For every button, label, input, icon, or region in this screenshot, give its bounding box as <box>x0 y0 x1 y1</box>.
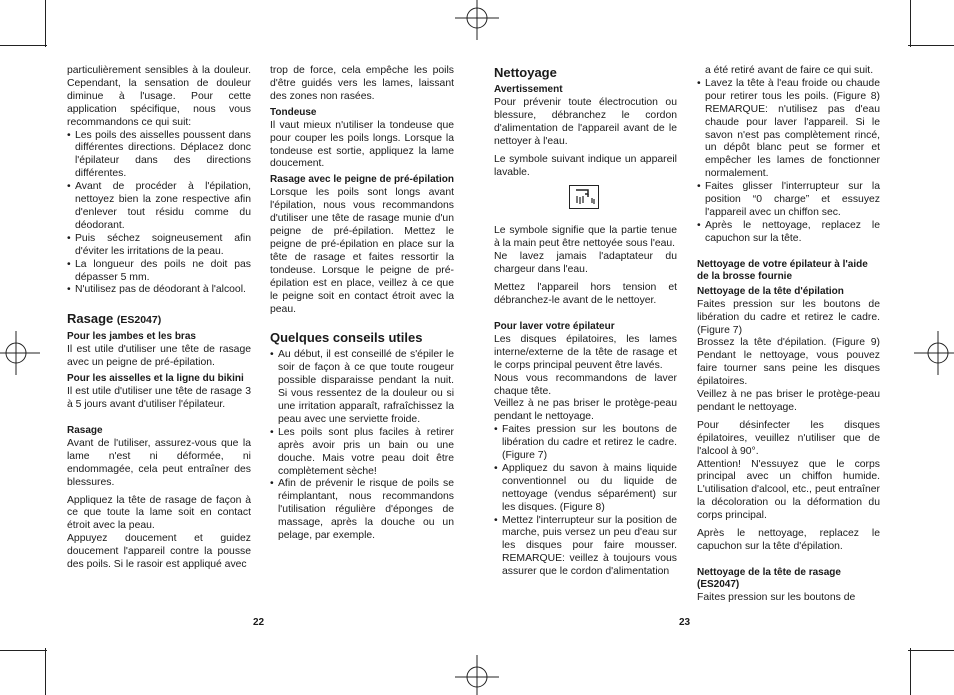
crop-mark-icon <box>910 0 911 47</box>
subheading-laver: Pour laver votre épilateur <box>494 320 615 332</box>
paragraph: Avant de l'utiliser, assurez-vous que la lame n'est ni déformée, ni endommagée, cela peut entraîner des blessures. <box>67 437 251 488</box>
armpit-tips-list <box>67 130 251 298</box>
section-heading-rasage <box>67 311 251 328</box>
paragraph: Il est utile d'utiliser une tête de rasage avec un peigne de pré-épilation. <box>67 344 251 369</box>
wash-steps-list-cont <box>697 78 880 246</box>
paragraph: Après le nettoyage, replacez le capuchon sur la tête d'épilation. <box>697 528 880 552</box>
subheading-legs: Pour les jambes et les bras <box>67 331 196 343</box>
paragraph: Veillez à ne pas briser le protège-peau pendant le nettoyage. <box>494 398 677 423</box>
paragraph: Le symbole signifie que la partie tenue à la main peut être nettoyée sous l'eau. <box>494 225 677 250</box>
crop-mark-icon <box>908 45 954 46</box>
list-item: • N'utilisez pas de déodorant à l'alcool. <box>67 284 251 297</box>
list-item: • Les poils des aisselles poussent dans différentes directions. Déplacez donc l'épilateur dans des directions différentes. <box>67 130 251 182</box>
subheading-tete-rasage: Nettoyage de la tête de rasage (ES2047) <box>697 566 841 590</box>
crosshair-icon <box>0 325 40 381</box>
subheading-avertissement: Avertissement <box>494 84 563 95</box>
column-4 <box>697 65 880 605</box>
heading-text: Rasage <box>67 311 114 327</box>
column-1 <box>67 65 251 572</box>
list-item: • Après le nettoyage, replacez le capuchon sur la tête. <box>697 220 880 246</box>
subheading-peigne: Rasage avec le peigne de pré-épilation <box>270 174 454 186</box>
crop-mark-icon <box>0 650 47 651</box>
paragraph: Pour désinfecter les disques épilatoires, veuillez n'utiliser que de l'alcool à 90°. <box>697 419 880 457</box>
subheading-tete-epilation: Nettoyage de la tête d'épilation <box>697 285 844 297</box>
crop-mark-icon <box>0 45 47 46</box>
section-heading-conseils: Quelques conseils utiles <box>270 330 423 346</box>
paragraph: Veillez à ne pas briser le protège-peau pendant le nettoyage. <box>697 389 880 413</box>
paragraph: Pour prévenir toute électrocution ou blessure, débranchez le cordon d'alimentation de l'appareil avant de le nettoyer à l'eau. <box>494 97 677 147</box>
list-item: • Appliquez du savon à mains liquide conventionnel ou du liquide de nettoyage (vendus séparément) sur les disques. (Figure 8) <box>494 463 677 515</box>
paragraph: Mettez l'appareil hors tension et débranchez-le avant de le nettoyer. <box>494 282 677 306</box>
list-item-continuation: • Puis séchez soigneusement afin d'éviter les irritations de la peau. <box>67 233 251 259</box>
crop-mark-icon <box>908 650 954 651</box>
paragraph: Brossez la tête d'épilation. (Figure 9) Pendant le nettoyage, vous pouvez faire tourner sans peine les disques épilatoires. <box>697 337 880 388</box>
paragraph: Lorsque les poils sont longs avant l'épilation, nous vous recommandons d'utiliser une tête de rasage munie d'un peigne de pré-épilation. Mettez le peigne de pré-épilation en place sur la tête de rasage et faites ressortir la tondeuse. Lorsque le peigne de pré-épilation est en place, veillez à ce que le peigne soit en contact étroit avec la peau. <box>270 187 454 315</box>
list-item: • Faites pression sur les boutons de libération du cadre et retirez le cadre. (Figure 7) <box>494 424 677 463</box>
paragraph: a été retiré avant de faire ce qui suit. <box>705 65 874 76</box>
crosshair-icon <box>449 655 505 695</box>
paragraph: Il vaut mieux n'utiliser la tondeuse que pour couper les poils longs. Lorsque la tondeuse est sortie, appliquez la lame doucement. <box>270 119 454 170</box>
intro-paragraph: particulièrement sensibles à la douleur. Cependant, la sensation de douleur diminue à l'usage. Pour cette application spécifique, nous vous recommandons ce qui suit: <box>67 65 251 128</box>
paragraph: Nous vous recommandons de laver chaque tête. <box>494 372 677 397</box>
subheading-armpits: Pour les aisselles et la ligne du bikini <box>67 373 244 385</box>
paragraph: trop de force, cela empêche les poils d'être guidés vers les lames, laissant des zones non rasées. <box>270 65 454 102</box>
subheading-brosse: Nettoyage de votre épilateur à l'aide de la brosse fournie <box>697 258 868 282</box>
column-3 <box>494 65 677 579</box>
crosshair-icon <box>449 0 505 40</box>
subheading-rasage: Rasage <box>67 424 103 436</box>
crosshair-icon <box>914 325 954 381</box>
list-item: • Mettez l'interrupteur sur la position de marche, puis versez un peu d'eau sur les disques pour faire mousser. REMARQUE: veillez à toujours vous assurer que le cordon d'alimentation <box>494 515 677 580</box>
list-item: • Les poils sont plus faciles à retirer après avoir pris un bain ou une douche. Mais votre peau doit être complètement sèche! <box>270 427 454 479</box>
list-item: • Avant de procéder à l'épilation, nettoyez bien la zone respective afin d'enlever tout résidu comme du déodorant. <box>67 181 251 233</box>
paragraph: Les disques épilatoires, les lames interne/externe de la tête de rasage et le corps principal peuvent être lavés. <box>494 333 677 371</box>
paragraph: Faites pression sur les boutons de libération du cadre et retirez le cadre. (Figure 7) <box>697 298 880 336</box>
list-item: • Faites glisser l'interrupteur sur la position “0 charge” et essuyez l'appareil avec un chiffon sec. <box>697 181 880 220</box>
paragraph: Appliquez la tête de rasage de façon à ce que toute la lame soit en contact étroit avec la peau. <box>67 494 251 532</box>
list-item: • La longueur des poils ne doit pas dépasser 5 mm. <box>67 259 251 285</box>
wash-steps-list <box>494 424 677 579</box>
model-number: (ES2047) <box>116 314 162 327</box>
list-item: • Afin de prévenir le risque de poils se réimplantant, nous recommandons l'utilisation régulière d'éponges de massage, après la douche ou un pelage, par exemple. <box>270 478 454 543</box>
section-heading-nettoyage: Nettoyage <box>494 65 557 80</box>
page-number-right: 23 <box>679 617 691 628</box>
list-item: • Lavez la tête à l'eau froide ou chaude pour retirer tous les poils. (Figure 8) REMARQUE: n'utilisez pas d'eau chaude pour laver l'appareil. Si le savon n'est pas complètement rincé, un dépôt blanc peut se former et empêcher les lames de fonctionner normalement. <box>697 78 880 181</box>
subheading-tondeuse: Tondeuse <box>270 106 317 118</box>
washable-hand-icon <box>569 185 599 209</box>
list-item: • Au début, il est conseillé de s'épiler le soir de façon à ce que toute rougeur possible disparaisse pendant la nuit. Si vous ressentez de la douleur ou si une irritation apparaît, rafraîchissez la peau avec une serviette froide. <box>270 349 454 426</box>
paragraph: Il est utile d'utiliser une tête de rasage 3 à 5 jours avant d'utiliser l'épilateur. <box>67 386 251 411</box>
paragraph: Le symbole suivant indique un appareil lavable. <box>494 153 677 178</box>
tips-list <box>270 349 454 543</box>
column-2 <box>270 65 454 543</box>
paragraph: Ne lavez jamais l'adaptateur du chargeur dans l'eau. <box>494 251 677 276</box>
paragraph: Appuyez doucement et guidez doucement l'appareil contre la pousse des poils. Si le rasoir est appliqué avec <box>67 533 251 571</box>
crop-mark-icon <box>45 0 46 47</box>
crop-mark-icon <box>910 648 911 695</box>
page-number-left: 22 <box>253 617 265 628</box>
paragraph: Attention! N'essuyez que le corps principal avec un chiffon humide. L'utilisation d'alcool, etc., peut entraîner la décoloration ou la déformation du corps principal. <box>697 458 880 522</box>
paragraph: Faites pression sur les boutons de <box>697 591 856 603</box>
crop-mark-icon <box>45 648 46 695</box>
